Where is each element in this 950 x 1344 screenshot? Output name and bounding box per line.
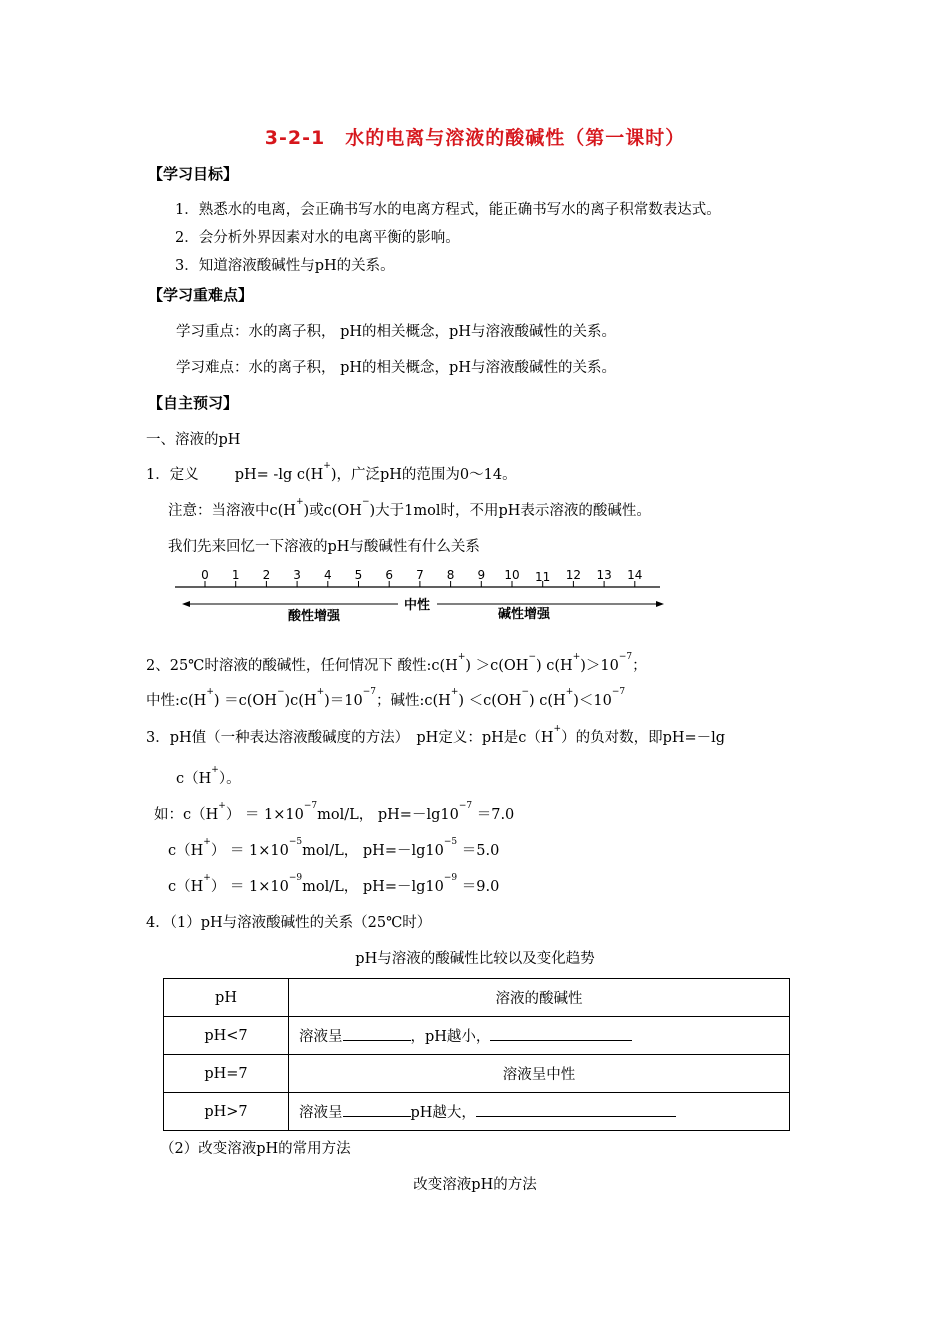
row-ph: pH<7 xyxy=(164,1017,289,1055)
line-25c: 2、25℃时溶液的酸碱性，任何情况下 酸性:c(H+) ＞c(OH−) $c(H^+)>10^{-7}$； xyxy=(146,652,647,674)
answer-blank[interactable] xyxy=(343,1026,411,1041)
goal-item-1: 1．熟悉水的电离，会正确书写水的电离方程式，能正确书写水的离子积常数表达式。 xyxy=(175,202,721,218)
neutral-label: 中性 xyxy=(404,598,431,613)
note-line: 注意：当溶液中c(H+)或c(OH−)大于1mol时，不用pH表示溶液的酸碱性。 xyxy=(168,497,651,519)
table-row xyxy=(164,1055,790,1093)
ph-table xyxy=(163,978,790,1131)
line-6: 改变溶液pH的方法 xyxy=(413,1177,537,1193)
example-1: 如：$c(H^+) = 1\times 10^{-7}mol/L$， $pH=-\lg 10^{-7} =7.0$ xyxy=(154,801,515,823)
key-focus: 学习重点：水的离子积， pH的相关概念，pH与溶液酸碱性的关系。 xyxy=(176,324,616,340)
sup-plus: + xyxy=(323,461,331,471)
definition-formula-a: pH= -lg c(H xyxy=(234,467,324,483)
row-ph: pH>7 xyxy=(164,1093,289,1131)
table-row xyxy=(164,1093,790,1131)
key-difficulty: 学习难点：水的离子积， pH的相关概念，pH与溶液酸碱性的关系。 xyxy=(176,360,616,376)
definition-line xyxy=(146,463,517,484)
scale-tick-label: 4 xyxy=(323,568,332,582)
row-ph: pH=7 xyxy=(164,1055,289,1093)
acid-arrow-head xyxy=(182,601,190,607)
scale-tick-label: 2 xyxy=(262,568,271,582)
goal-item-2: 2．会分析外界因素对水的电离平衡的影响。 xyxy=(175,230,460,246)
ph-definition-cont: c（H+）。 xyxy=(176,765,241,787)
keypoints-heading: 【学习重难点】 xyxy=(148,286,254,304)
scale-tick-label: 14 xyxy=(627,568,643,582)
scale-tick-label: 12 xyxy=(565,568,582,582)
scale-tick-label: 7 xyxy=(416,568,424,582)
header-acidity: 溶液的酸碱性 xyxy=(289,979,790,1017)
table-caption: pH与溶液的酸碱性比较以及变化趋势 xyxy=(355,951,595,967)
line-5: （2）改变溶液pH的常用方法 xyxy=(160,1141,351,1157)
base-arrow-head xyxy=(656,601,664,607)
definition-label: 1．定义 xyxy=(146,467,199,483)
recall-line: 我们先来回忆一下溶液的pH与酸碱性有什么关系 xyxy=(168,539,480,555)
scale-tick-label: 10 xyxy=(504,568,520,582)
scale-tick-label: 5 xyxy=(354,568,363,582)
scale-tick-label: 1 xyxy=(231,568,240,582)
section-ph: 一、溶液的pH xyxy=(146,432,241,448)
table-row xyxy=(164,1017,790,1055)
row-content: 溶液呈中性 xyxy=(289,1055,790,1093)
goals-heading: 【学习目标】 xyxy=(148,165,239,183)
page-title: 3-2-1 水的电离与溶液的酸碱性（第一课时） xyxy=(264,127,686,149)
acid-label: 酸性增强 xyxy=(288,609,341,624)
scale-tick-label: 8 xyxy=(446,568,455,582)
scale-tick-label: 13 xyxy=(596,568,612,582)
example-2: $c(H^+) = 1\times 10^{-5}mol/L$， $pH=-\lg 10^{-5} =5.0$ xyxy=(168,837,500,859)
line-4: 4．（1）pH与溶液酸碱性的关系（25℃时） xyxy=(146,915,432,931)
ph-scale-diagram xyxy=(170,563,680,631)
answer-blank[interactable] xyxy=(343,1102,411,1117)
definition-formula-b: )，广泛pH的范围为0～14。 xyxy=(330,467,517,483)
preview-heading: 【自主预习】 xyxy=(148,394,239,412)
answer-blank[interactable] xyxy=(490,1026,632,1041)
scale-tick-label: 11 xyxy=(535,570,551,584)
ph-definition-line: 3．pH值（一种表达溶液酸碱度的方法） pH定义：pH是c（H+）的负对数，即pH=－lg xyxy=(146,724,726,746)
scale-tick-label: 3 xyxy=(293,568,301,582)
goal-item-3: 3．知道溶液酸碱性与pH的关系。 xyxy=(175,258,395,274)
row-content: 溶液呈 ，pH越小， xyxy=(289,1017,790,1055)
table-header-row xyxy=(164,979,790,1017)
row-content: 溶液呈 pH越大， xyxy=(289,1093,790,1131)
base-label: 碱性增强 xyxy=(498,607,551,622)
line-neutral-basic: 中性:c(H+) $=c(OH^-)c(H^+)=10^{-7}$；碱性:c(H+) ＜c(OH−) $c(H^+)<10^{-7}$ xyxy=(146,687,626,709)
header-ph: pH xyxy=(164,979,289,1017)
answer-blank[interactable] xyxy=(476,1102,676,1117)
scale-tick-label: 6 xyxy=(385,568,394,582)
scale-tick-label: 9 xyxy=(477,568,486,582)
scale-tick-label: 0 xyxy=(201,568,209,582)
example-3: $c(H^+) = 1\times 10^{-9}mol/L$， $pH=-\lg 10^{-9} =9.0$ xyxy=(168,873,500,895)
